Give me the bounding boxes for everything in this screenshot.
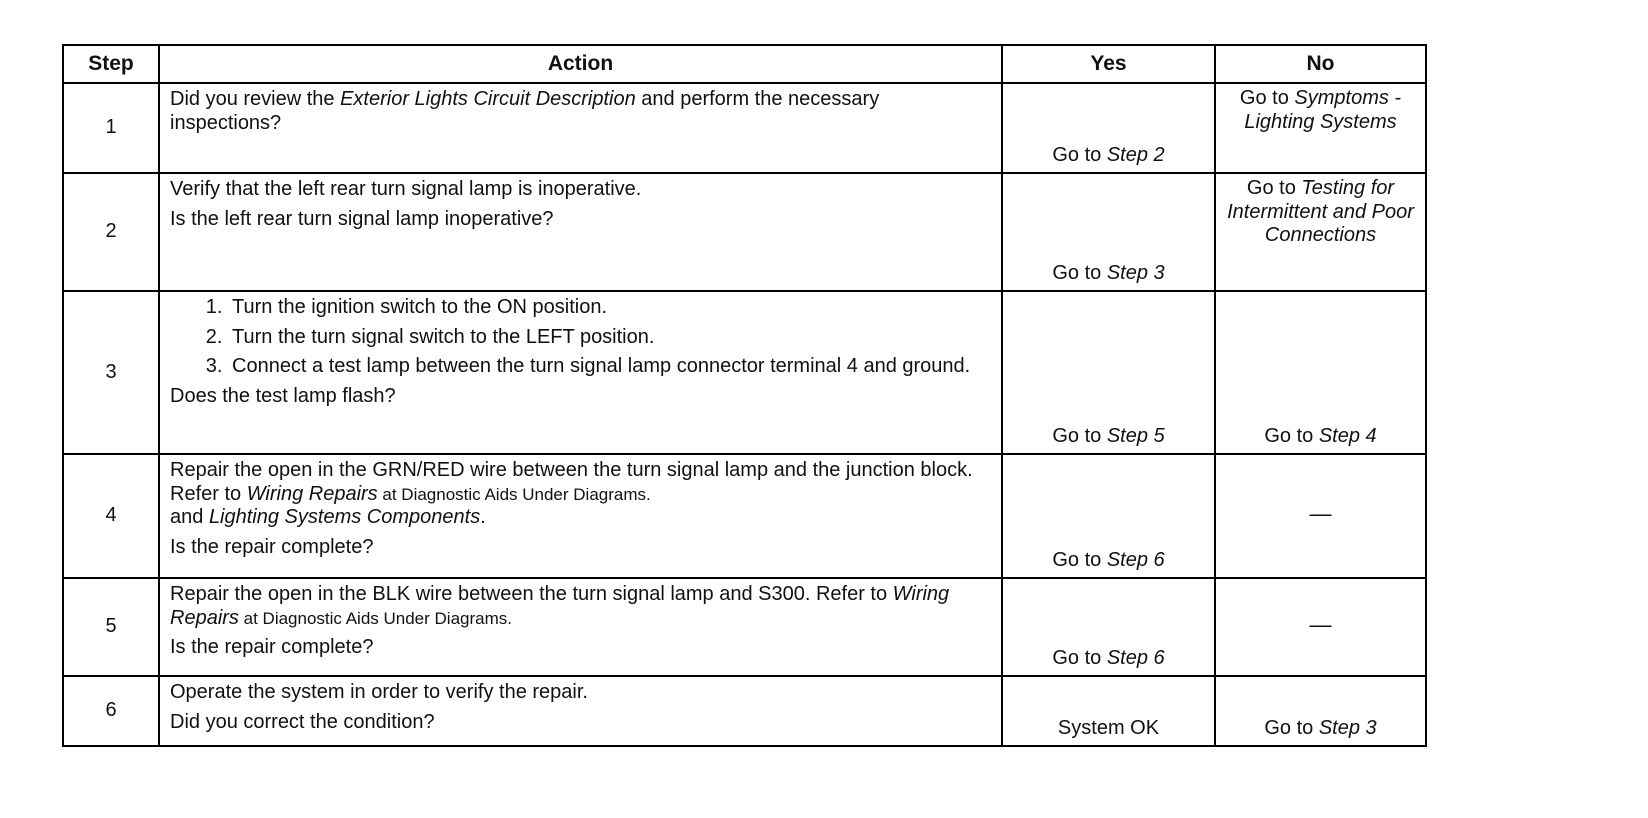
step-number: 2: [63, 173, 159, 291]
table-row: [63, 454, 1426, 578]
action-text: Repair the open in the BLK wire between the turn signal lamp and S300. Refer to Wiring Repairs at Diagnostic Aids Under Diagrams.: [170, 583, 950, 629]
table-row: [63, 676, 1426, 746]
action-question: Is the left rear turn signal lamp inoperative?: [170, 207, 554, 230]
action-cell: [159, 676, 1002, 746]
action-text: Verify that the left rear turn signal lamp is inoperative.: [170, 178, 642, 200]
list-item: 2. Turn the turn signal switch to the LEFT position.: [228, 326, 995, 350]
yes-cell: System OK: [1002, 676, 1215, 746]
action-cell: [159, 578, 1002, 676]
step-number: 5: [63, 578, 159, 676]
no-cell: —: [1215, 578, 1426, 676]
no-cell: Go to Testing for Intermittent and Poor Connections: [1215, 173, 1426, 291]
no-cell: Go to Step 4: [1215, 291, 1426, 454]
action-text: Did you review the Exterior Lights Circuit Description and perform the necessary inspections?: [170, 88, 880, 134]
action-cell: [159, 454, 1002, 578]
no-cell: —: [1215, 454, 1426, 578]
table-row: [63, 83, 1426, 173]
action-text: Repair the open in the GRN/RED wire between the turn signal lamp and the junction block. Refer to Wiring Repairs at Diagnostic Aids Under Diagrams. and Lighting Systems Components.: [170, 459, 973, 529]
header-yes: Yes: [1002, 45, 1215, 83]
action-cell: [159, 173, 1002, 291]
action-cell: [159, 291, 1002, 454]
no-cell: Go to Symptoms - Lighting Systems: [1215, 83, 1426, 173]
table-row: [63, 291, 1426, 454]
step-number: 4: [63, 454, 159, 578]
action-list: [170, 296, 995, 379]
header-no: No: [1215, 45, 1426, 83]
yes-cell: Go to Step 6: [1002, 454, 1215, 578]
table-header-row: [63, 45, 1426, 83]
yes-cell: Go to Step 2: [1002, 83, 1215, 173]
step-number: 6: [63, 676, 159, 746]
diagnostic-table: [62, 44, 1427, 747]
list-item: 3. Connect a test lamp between the turn signal lamp connector terminal 4 and ground.: [228, 355, 995, 379]
table-row: [63, 173, 1426, 291]
yes-cell: Go to Step 5: [1002, 291, 1215, 454]
step-number: 3: [63, 291, 159, 454]
yes-cell: Go to Step 3: [1002, 173, 1215, 291]
action-cell: [159, 83, 1002, 173]
step-number: 1: [63, 83, 159, 173]
action-question: Is the repair complete?: [170, 636, 374, 659]
list-item: 1. Turn the ignition switch to the ON position.: [228, 296, 995, 320]
action-text: Operate the system in order to verify the repair.: [170, 681, 588, 703]
header-step: Step: [63, 45, 159, 83]
action-question: Did you correct the condition?: [170, 710, 435, 733]
yes-cell: Go to Step 6: [1002, 578, 1215, 676]
header-action: Action: [159, 45, 1002, 83]
table-row: [63, 578, 1426, 676]
action-question: Does the test lamp flash?: [170, 384, 396, 407]
no-cell: Go to Step 3: [1215, 676, 1426, 746]
action-question: Is the repair complete?: [170, 535, 374, 558]
